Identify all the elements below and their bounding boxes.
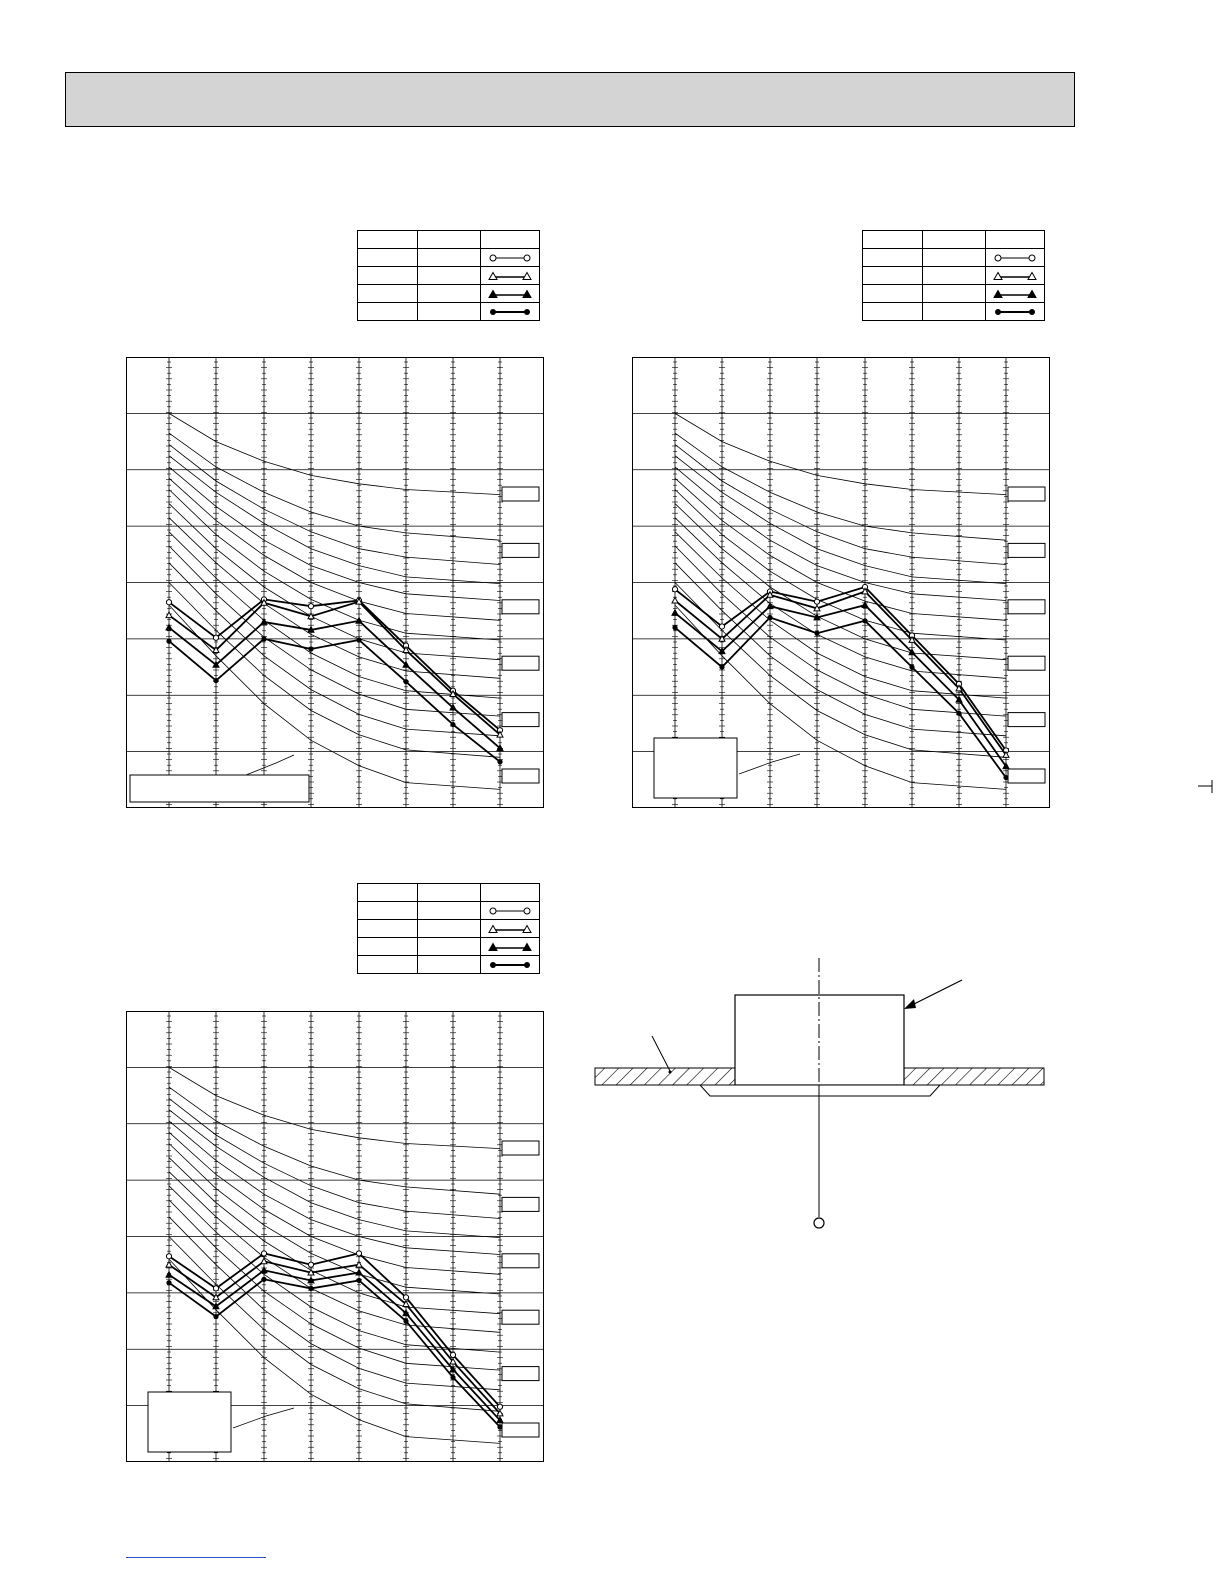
nc-label-box [502, 656, 539, 670]
nc-label-box [502, 1310, 539, 1324]
filled-triangle-icon [993, 289, 1037, 299]
data-point [261, 636, 266, 641]
note-box [148, 1392, 231, 1452]
data-point [166, 639, 171, 644]
unit-leader-line [908, 980, 962, 1007]
data-point [403, 679, 408, 684]
nc-label-box [502, 1197, 539, 1211]
data-point [1003, 775, 1008, 780]
open-triangle-icon [993, 271, 1037, 281]
data-point [450, 722, 455, 727]
filled-circle-icon [488, 960, 532, 970]
footer-link-underline[interactable] [126, 1557, 266, 1558]
nc-label-box [502, 1423, 539, 1437]
ceiling-hatch-left [595, 1068, 735, 1085]
nc-label-box [502, 1367, 539, 1381]
data-point [213, 678, 218, 683]
nc-label-box [502, 1254, 539, 1268]
nc-label-box [1008, 487, 1045, 501]
nc-label-box [1008, 769, 1045, 783]
measurement-point-diagram [590, 955, 1050, 1240]
data-point [814, 599, 819, 604]
nc-label-box [502, 487, 539, 501]
nc-label-box [502, 1141, 539, 1155]
data-point [356, 1251, 361, 1256]
data-point [956, 711, 961, 716]
ceiling-leader-line [652, 1036, 670, 1071]
data-point [497, 759, 502, 764]
data-point [261, 1251, 266, 1256]
sound-level-chart-3 [126, 1011, 544, 1462]
data-point [308, 1286, 313, 1291]
data-point [308, 646, 313, 651]
nc-label-box [1008, 713, 1045, 727]
open-circle-icon [488, 906, 532, 916]
data-point [213, 635, 218, 640]
filled-circle-icon [993, 307, 1037, 317]
data-point [450, 1375, 455, 1380]
data-point [213, 1314, 218, 1319]
measurement-point-icon [814, 1218, 824, 1228]
ceiling-hatch-right [904, 1068, 1044, 1085]
legend-table-3 [357, 883, 540, 974]
data-point [672, 587, 677, 592]
data-point [356, 1278, 361, 1283]
data-point [672, 625, 677, 630]
nc-label-box [502, 769, 539, 783]
filled-triangle-icon [488, 289, 532, 299]
ceiling-leader-dot-icon [669, 1071, 672, 1074]
data-point [497, 1424, 502, 1429]
data-point [356, 637, 361, 642]
edge-tick-icon [1198, 780, 1218, 796]
data-point [403, 1295, 408, 1300]
nc-label-box [1008, 543, 1045, 557]
nc-label-box [1008, 600, 1045, 614]
note-box [130, 775, 309, 802]
data-point [308, 604, 313, 609]
legend-table-1 [357, 230, 540, 321]
nc-label-box [1008, 656, 1045, 670]
filled-triangle-icon [488, 942, 532, 952]
data-point [213, 1286, 218, 1291]
data-point [909, 664, 914, 669]
page-header-bar [65, 72, 1075, 127]
nc-label-box [502, 543, 539, 557]
data-point [497, 1404, 502, 1409]
data-point [166, 600, 171, 605]
open-circle-icon [993, 253, 1037, 263]
legend-table-2 [862, 230, 1045, 321]
data-point [814, 631, 819, 636]
note-box [654, 738, 737, 798]
nc-label-box [502, 600, 539, 614]
sound-level-chart-1 [126, 357, 544, 808]
data-point [450, 1352, 455, 1357]
open-circle-icon [488, 253, 532, 263]
open-triangle-icon [488, 924, 532, 934]
data-point [166, 1254, 171, 1259]
sound-level-chart-2 [632, 357, 1050, 808]
data-point [767, 615, 772, 620]
open-triangle-icon [488, 271, 532, 281]
unit-arrow-head-icon [904, 999, 916, 1009]
nc-label-box [502, 713, 539, 727]
filled-circle-icon [488, 307, 532, 317]
data-point [261, 1277, 266, 1282]
data-point [166, 1280, 171, 1285]
data-point [403, 1318, 408, 1323]
ceiling-panel [700, 1085, 940, 1096]
data-point [308, 1262, 313, 1267]
data-point [862, 618, 867, 623]
data-point [719, 624, 724, 629]
data-point [719, 664, 724, 669]
